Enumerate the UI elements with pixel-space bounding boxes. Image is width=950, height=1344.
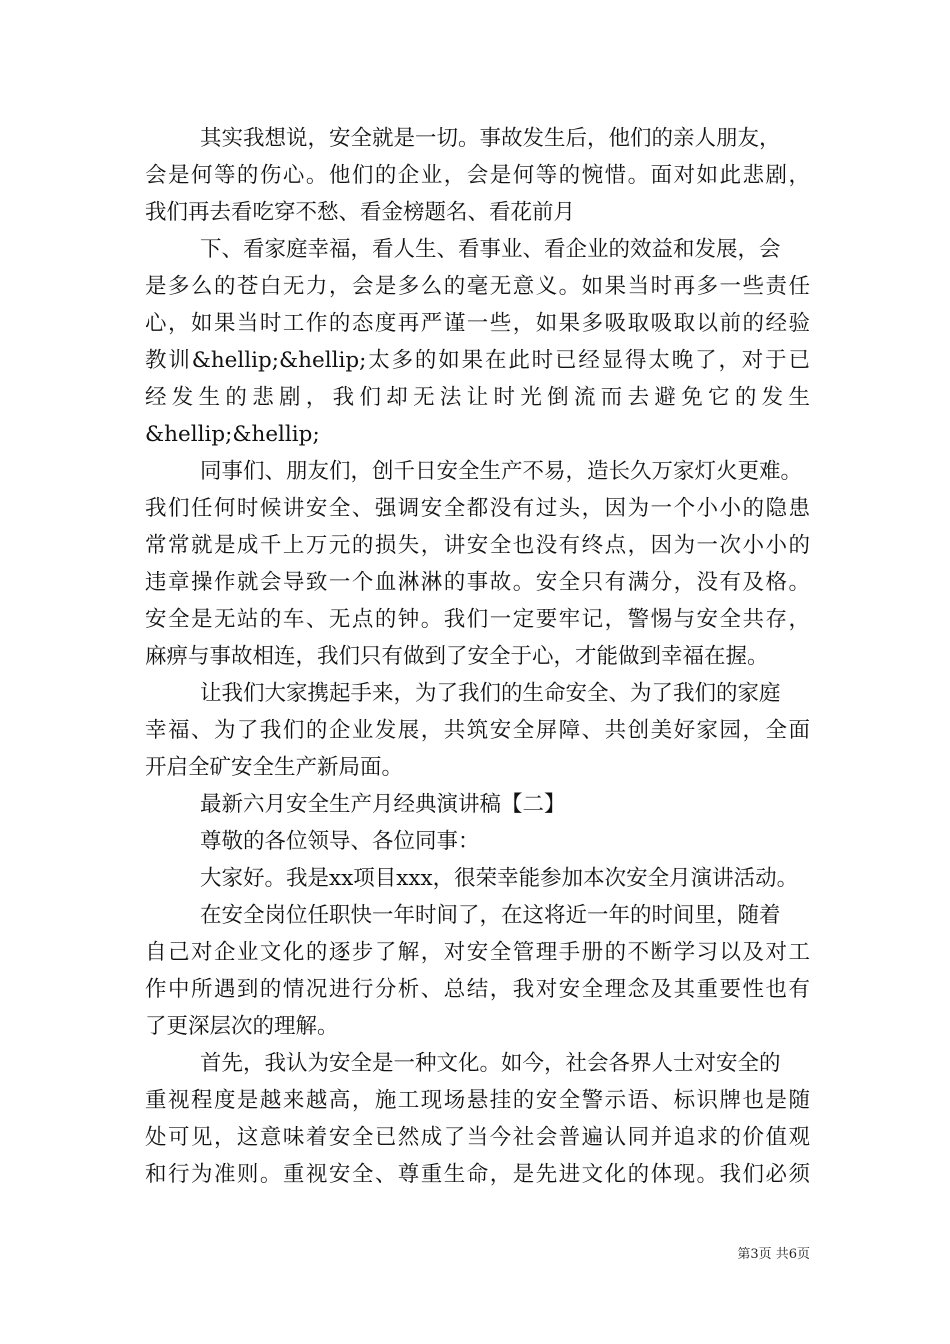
text-line: 处可见，这意味着安全已然成了当今社会普遍认同并追求的价值观 xyxy=(145,1125,810,1150)
page-number: 第3页 共6页 xyxy=(737,1247,810,1262)
text-line: 教训&hellip;&hellip;太多的如果在此时已经显得太晚了，对于已 xyxy=(145,348,810,373)
text-line: 作中所遇到的情况进行分析、总结，我对安全理念及其重要性也有 xyxy=(145,977,810,1002)
text-line: &hellip;&hellip; xyxy=(145,422,320,447)
text-line: 心，如果当时工作的态度再严谨一些，如果多吸取吸取以前的经验 xyxy=(145,311,810,336)
text-line: 麻痹与事故相连，我们只有做到了安全于心，才能做到幸福在握。 xyxy=(145,644,769,669)
text-line: 我们再去看吃穿不愁、看金榜题名、看花前月 xyxy=(145,200,576,225)
text-line: 重视程度是越来越高，施工现场悬挂的安全警示语、标识牌也是随 xyxy=(145,1088,810,1113)
text-line: 其实我想说，安全就是一切。事故发生后，他们的亲人朋友， xyxy=(200,126,781,151)
salutation: 尊敬的各位领导、各位同事： xyxy=(200,829,480,854)
text-line: 了更深层次的理解。 xyxy=(145,1014,339,1039)
text-line: 会是何等的伤心。他们的企业，会是何等的惋惜。面对如此悲剧， xyxy=(145,163,810,188)
section-heading: 最新六月安全生产月经典演讲稿【二】 xyxy=(200,792,566,817)
text-line: 经发生的悲剧，我们却无法让时光倒流而去避免它的发生 xyxy=(145,385,810,410)
text-line: 我们任何时候讲安全、强调安全都没有过头，因为一个小小的隐患 xyxy=(145,496,810,521)
text-line: 开启全矿安全生产新局面。 xyxy=(145,755,404,780)
text-line: 违章操作就会导致一个血淋淋的事故。安全只有满分，没有及格。 xyxy=(145,570,810,595)
text-line: 幸福、为了我们的企业发展，共筑安全屏障、共创美好家园，全面 xyxy=(145,718,810,743)
text-line: 和行为准则。重视安全、尊重生命，是先进文化的体现。我们必须 xyxy=(145,1162,810,1187)
text-line: 常常就是成千上万元的损失，讲安全也没有终点，因为一次小小的 xyxy=(145,533,810,558)
text-line: 是多么的苍白无力，会是多么的毫无意义。如果当时再多一些责任 xyxy=(145,274,810,299)
text-line: 下、看家庭幸福，看人生、看事业、看企业的效益和发展，会 xyxy=(200,237,781,262)
text-line: 自己对企业文化的逐步了解，对安全管理手册的不断学习以及对工 xyxy=(145,940,810,965)
text-line: 在安全岗位任职快一年时间了，在这将近一年的时间里，随着 xyxy=(200,903,781,928)
text-line: 让我们大家携起手来，为了我们的生命安全、为了我们的家庭 xyxy=(200,681,781,706)
text-line: 同事们、朋友们，创千日安全生产不易，造长久万家灯火更难。 xyxy=(200,459,803,484)
text-line: 安全是无站的车、无点的钟。我们一定要牢记，警惕与安全共存， xyxy=(145,607,810,632)
text-line: 首先，我认为安全是一种文化。如今，社会各界人士对安全的 xyxy=(200,1051,781,1076)
text-line: 大家好。我是xx项目xxx，很荣幸能参加本次安全月演讲活动。 xyxy=(200,866,799,891)
